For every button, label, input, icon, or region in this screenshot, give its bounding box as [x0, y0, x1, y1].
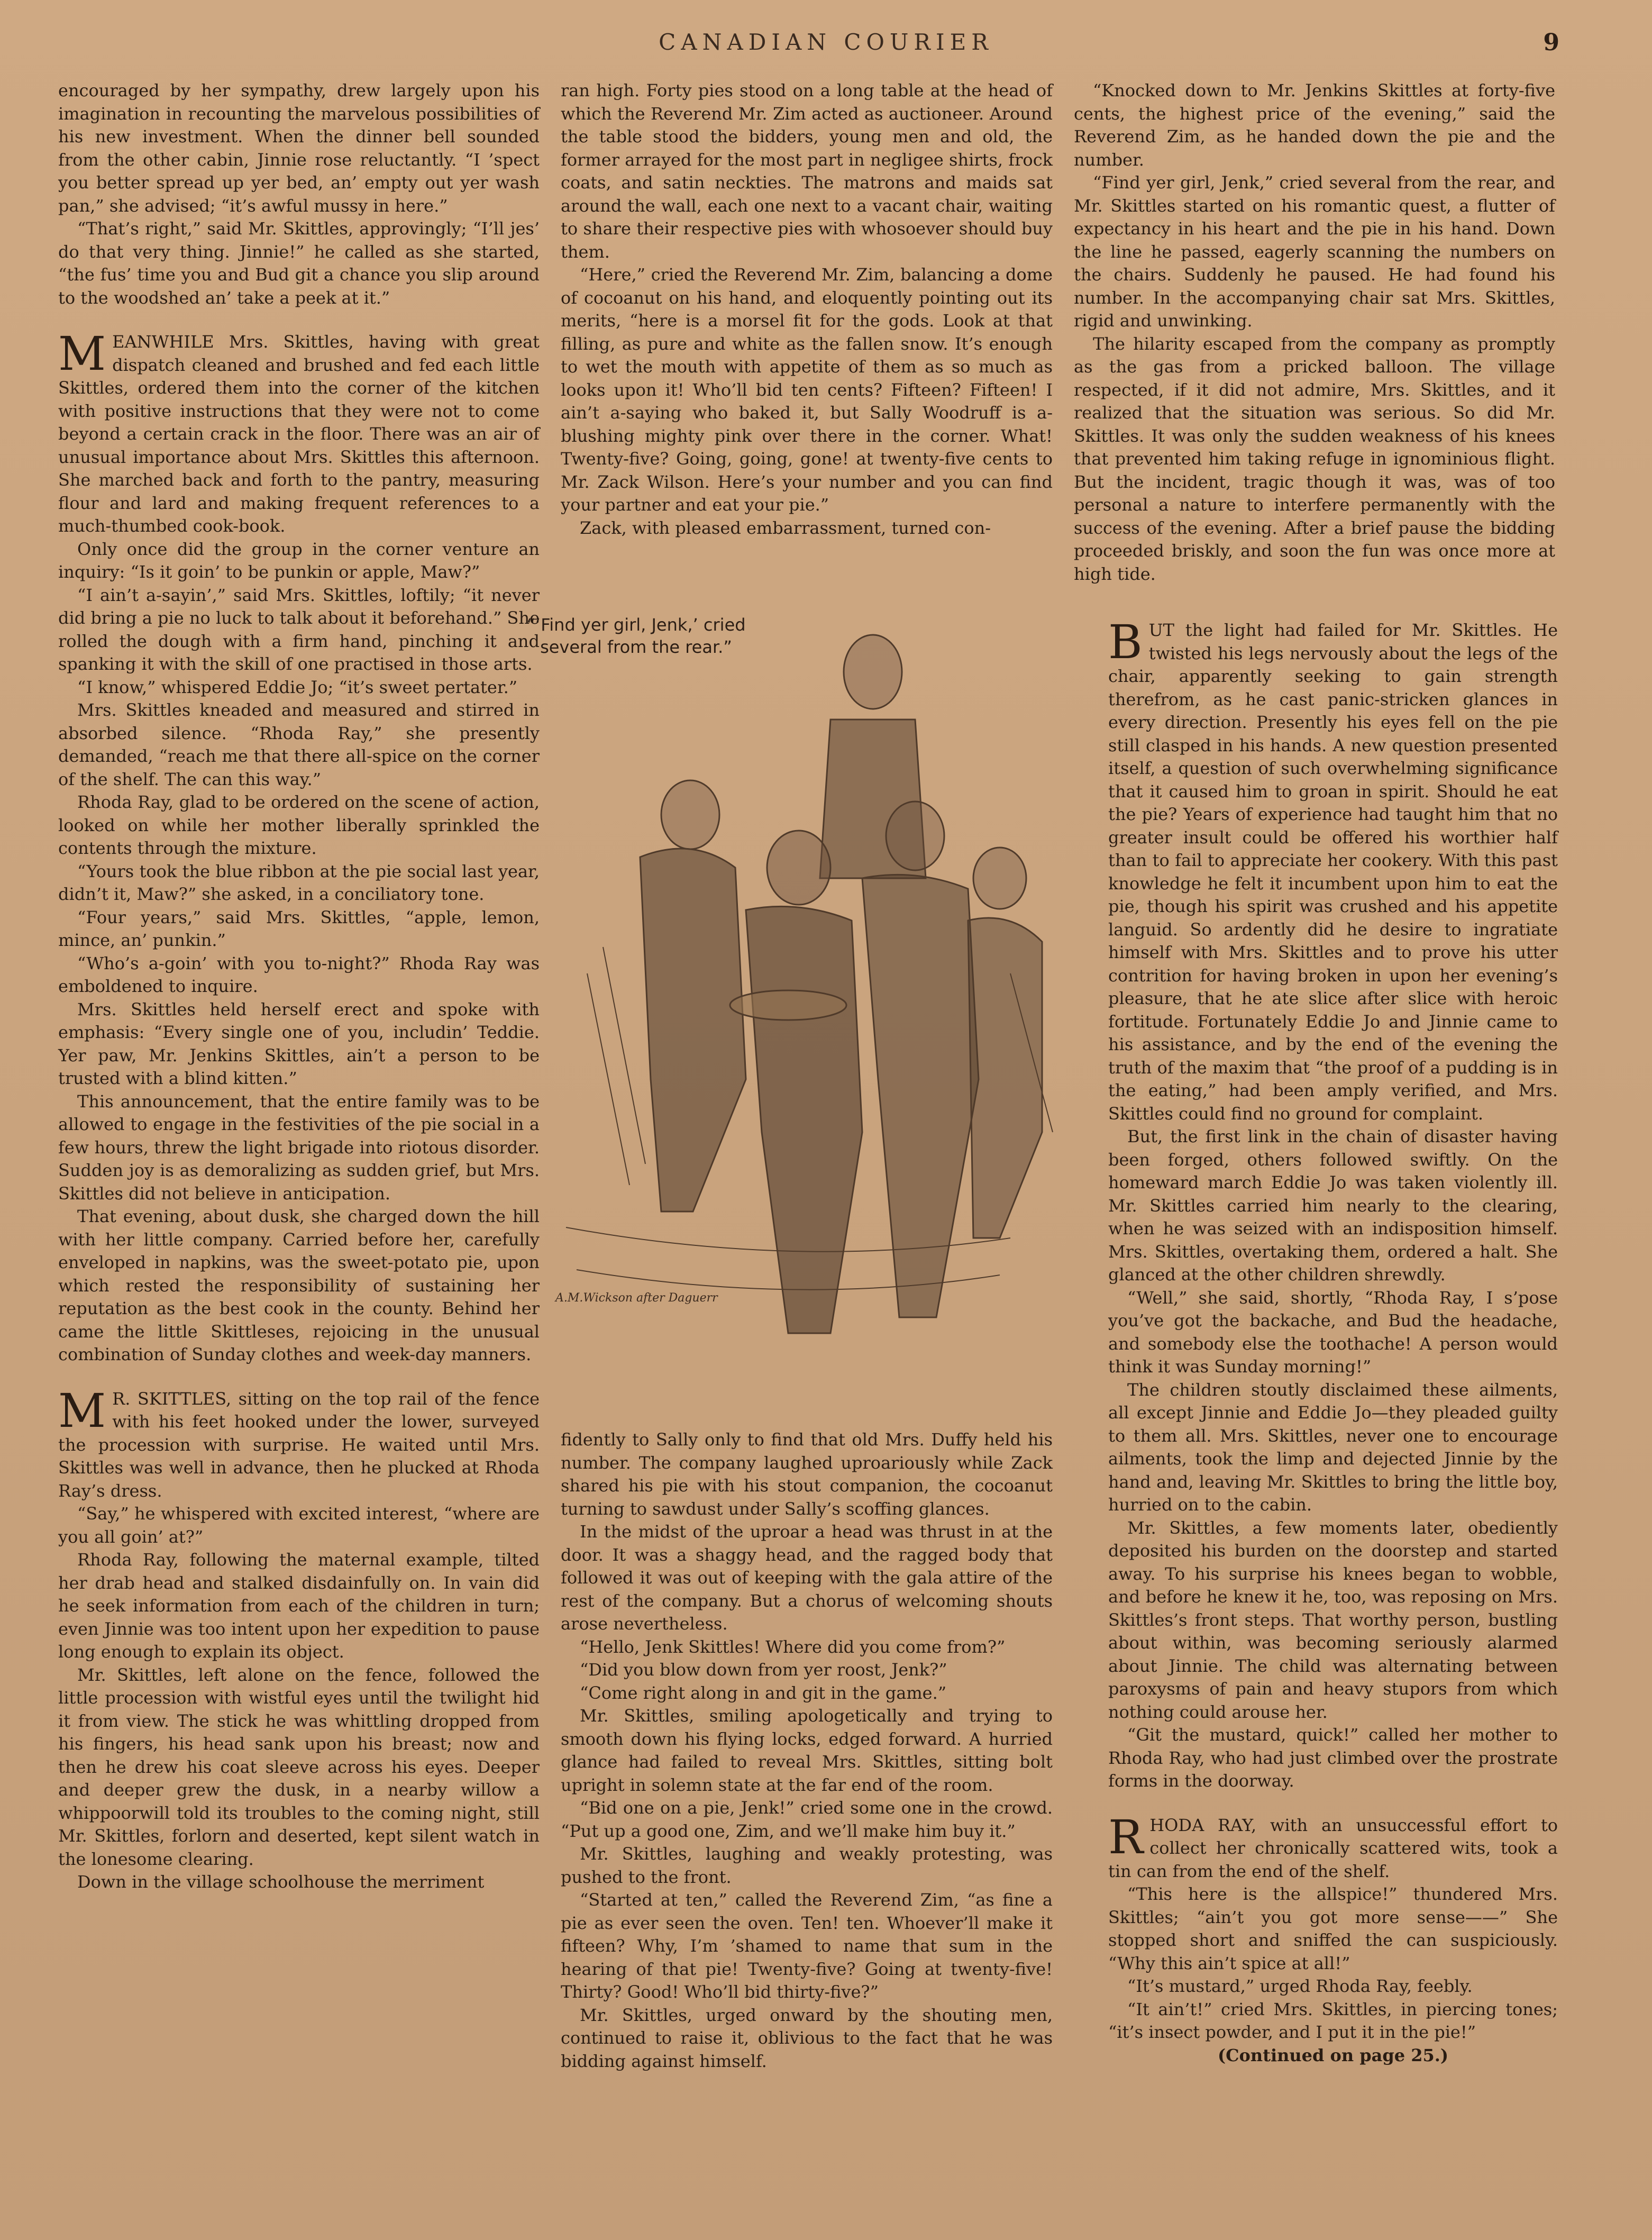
illustration-caption: “‘Find yer girl, Jenk,’ cried several from the rear.” [526, 615, 746, 657]
paragraph: “Well,” she said, shortly, “Rhoda Ray, I s’pose you’ve got the backache, and Bud the headache, and somebody else the toothache! A person would think it was Sunday morning!” [1108, 1287, 1558, 1377]
paragraph: Down in the village schoolhouse the merriment [77, 1872, 485, 1892]
paragraph: Mr. Skittles, smiling apologetically and trying to smooth down his flying locks, edged forward. A hurried glance had failed to reveal Mrs. Skittles, sitting bolt upright in solemn state at the far end of the room. [561, 1706, 1053, 1795]
paragraph: ran high. Forty pies stood on a long table at the head of which the Reverend Mr. Zim acted as auctioneer. Around the table stood the bidders, young men and old, the former arrayed for the most part in negligee shirts, frock coats, and satin neckties. The matrons and maids sat around the wall, each one next to a vacant chair, waiting to share their respective pies with whosoever should buy them. [561, 80, 1053, 262]
column-3-bottom [1108, 615, 1558, 2211]
paragraph: “Did you blow down from yer roost, Jenk?” [580, 1660, 947, 1680]
paragraph: “It’s mustard,” urged Rhoda Ray, feebly. [1127, 1976, 1473, 1996]
paragraph: “Bid one on a pie, Jenk!” cried some one in the crowd. “Put up a good one, Zim, and we’ll make him buy it.” [561, 1798, 1053, 1841]
masthead: CANADIAN COURIER [659, 29, 993, 55]
paragraph: “I ain’t a-sayin’,” said Mrs. Skittles, loftily; “it never did bring a pie no luck to talk about it beforehand.” She rolled the dough with a firm hand, pinching it and spanking it with the skill of one practised in those arts. [58, 585, 540, 674]
paragraph: Mrs. Skittles held herself erect and spoke with emphasis: “Every single one of you, includin’ Teddie. Yer paw, Mr. Jenkins Skittles, ain’t a person to be trusted with a blind kitten.” [58, 999, 540, 1088]
paragraph-dropcap [58, 326, 540, 538]
paragraph: “This here is the allspice!” thundered Mrs. Skittles; “ain’t you got more sense——” She stopped short and sniffed the can suspiciously. “Why this ain’t spice at all!” [1108, 1884, 1558, 1973]
paragraph: Rhoda Ray, following the maternal example, tilted her drab head and stalked disdainfully on. In vain did he seek information from each of the children in turn; even Jinnie was too intent upon her expedition to pause long enough to explain its object. [58, 1550, 540, 1662]
artist-signature: A.M.Wickson after Daguerr [555, 1291, 718, 1305]
paragraph: “Four years,” said Mrs. Skittles, “apple, lemon, mince, an’ punkin.” [58, 907, 540, 950]
paragraph: “Here,” cried the Reverend Mr. Zim, balancing a dome of cocoanut on his hand, and eloquently pointing out its merits, “here is a morsel fit for the gods. Look at that filling, as pure and white as the fallen snow. It’s enough to wet the mouth with appetite of them as so much as looks upon it! Who’ll bid ten cents? Fifteen? Fifteen! I ain’t a-saying who baked it, but Sally Woodruff is a-blushing mighty pink over there in the corner. What! Twenty-five? Going, going, gone! at twenty-five cents to Mr. Zack Wilson. Here’s your number and you can find your partner and eat your pie.” [561, 265, 1053, 515]
paragraph: Mr. Skittles, laughing and weakly protesting, was pushed to the front. [561, 1844, 1053, 1887]
continued-note: (Continued on page 25.) [1217, 2045, 1449, 2065]
paragraph: Rhoda Ray, glad to be ordered on the scene of action, looked on while her mother liberally sprinkled the contents through the mixture. [58, 792, 540, 858]
paragraph: “Come right along in and git in the game.” [580, 1682, 947, 1703]
paragraph: In the midst of the uproar a head was thrust in at the door. It was a shaggy head, and the ragged body that followed it was out of keeping with the gala attire of the rest of the company. But a chorus of welcoming shouts arose nevertheless. [561, 1522, 1053, 1634]
dropcap: B [1108, 615, 1143, 669]
paragraph: “Started at ten,” called the Reverend Zim, “as fine a pie as ever seen the oven. Ten! ten. Whoever’ll make it fifteen? Why, I’m ’shamed to name that sum in the hearing of that pie! Twenty-five? Going at twenty-five! Thirty? Good! Who’ll bid thirty-five?” [561, 1890, 1053, 2002]
paragraph: The children stoutly disclaimed these ailments, all except Jinnie and Eddie Jo—they pleaded guilty to them all. Mrs. Skittles, never one to encourage ailments, took the limp and dejected Jinnie by the hand and, leaving Mr. Skittles to bring the little boy, hurried on to the cabin. [1108, 1379, 1558, 1515]
column-2-top [561, 79, 1053, 608]
paragraph: This announcement, that the entire family was to be allowed to engage in the festivities of the pie social in a few hours, threw the light brigade into riotous disorder. Sudden joy is as demoralizing as sudden grief, but Mrs. Skittles did not believe in anticipation. [58, 1091, 540, 1204]
paragraph: “Git the mustard, quick!” called her mother to Rhoda Ray, who had just climbed over the prostrate forms in the doorway. [1108, 1725, 1558, 1791]
paragraph: “That’s right,” said Mr. Skittles, approvingly; “I’ll jes’ do that very thing. Jinnie!” he called as she started, “the fus’ time you and Bud git a chance you slip around to the woodshed an’ take a peek at it.” [58, 218, 540, 308]
paragraph: Mr. Skittles, urged onward by the shouting men, continued to raise it, oblivious to the fact that he was bidding against himself. [561, 2005, 1053, 2071]
column-2-bottom [561, 1428, 1053, 2222]
paragraph-dropcap [58, 1383, 540, 1503]
paragraph: “Hello, Jenk Skittles! Where did you come from?” [580, 1636, 1006, 1657]
paragraph-text: UT the light had failed for Mr. Skittles. He twisted his legs nervously about the legs of the chair, apparently seeking to gain strength therefrom, as he cast panic-stricken glances in every direction. Presently his eyes fell on the pie still clasped in his hands. A new question presented itself, a question of such overwhelming significance that it caused him to groan in spirit. Should he eat the pie? Years of experience had taught him that no greater insult could be offered his worthier half than to fail to appreciate her cookery. With this past knowledge he felt it incumbent upon him to eat the pie, though his spirit was crushed and his appetite languid. So ardently did he desire to ingratiate himself with Mrs. Skittles and to prove his utter contrition for having broken in upon her evening’s pleasure, that he ate slice after slice with heroic fortitude. Fortunately Eddie Jo and Jinnie came to his assistance, and by the end of the evening the truth of the maxim that “the proof of a pudding is in the eating,” had been amply verified, and Mrs. Skittles could find no ground for complaint. [1108, 620, 1558, 1124]
dropcap: M [58, 1383, 106, 1438]
paragraph: “Find yer girl, Jenk,” cried several from the rear, and Mr. Skittles started on his romantic quest, a flutter of expectancy in his heart and the pie in his hand. Down the line he passed, eagerly scanning the numbers on the chairs. Suddenly he paused. He had found his number. In the accompanying chair sat Mrs. Skittles, rigid and unwinking. [1074, 172, 1555, 331]
paragraph: The hilarity escaped from the company as promptly as the gas from a pricked balloon. The village respected, if it did not admire, Mrs. Skittles, and it realized that the situation was serious. So did Mr. Skittles. It was only the sudden weakness of his knees that prevented him taking refuge in ignominious flight. But the incident, tragic though it was, was of too personal a nature to interfere permanently with the success of the evening. After a brief pause the bidding proceeded briskly, and soon the fun was once more at high tide. [1074, 333, 1555, 584]
paragraph: “Yours took the blue ribbon at the pie social last year, didn’t it, Maw?” she asked, in a conciliatory tone. [58, 861, 540, 904]
column-1 [58, 79, 540, 2217]
paragraph: Mr. Skittles, left alone on the fence, followed the little procession with wistful eyes until the twilight hid it from view. The stick he was whittling dropped from his fingers, his head sank upon his breast; now and then he drew his coat sleeve across his eyes. Deeper and deeper grew the dusk, in a nearby willow a whippoorwill told its troubles to the coming night, still Mr. Skittles, forlorn and deserted, kept silent watch in the lonesome clearing. [58, 1664, 540, 1869]
illustration [534, 603, 1090, 1407]
paragraph: fidently to Sally only to find that old Mrs. Duffy held his number. The company laughed uproariously while Zack shared his pie with his stout companion, the cocoanut turning to sawdust under Sally’s scoffing glances. [561, 1429, 1053, 1519]
paragraph: “It ain’t!” cried Mrs. Skittles, in piercing tones; “it’s insect powder, and I put it in the pie!” [1108, 1999, 1558, 2042]
paragraph: That evening, about dusk, she charged down the hill with her little company. Carried before her, carefully enveloped in napkins, was the sweet-potato pie, upon which rested the responsibility of sustaining her reputation as the best cook in the county. Behind her came the little Skittleses, rejoicing in the unusual combination of Sunday clothes and week-day manners. [58, 1206, 540, 1364]
column-3-top [1074, 79, 1555, 608]
paragraph: “Knocked down to Mr. Jenkins Skittles at forty-five cents, the highest price of the evening,” said the Reverend Zim, as he handed down the pie and the number. [1074, 80, 1555, 170]
dropcap: M [58, 326, 106, 381]
page-number: 9 [1543, 29, 1559, 56]
paragraph: “I know,” whispered Eddie Jo; “it’s sweet pertater.” [77, 677, 518, 697]
paragraph-text: HODA RAY, with an unsuccessful effort to collect her chronically scattered wits, took a tin can from the end of the shelf. [1108, 1815, 1558, 1881]
paragraph: Mr. Skittles, a few moments later, obediently deposited his burden on the doorstep and started away. To his surprise his knees began to wobble, and before he knew it he, too, was reposing on Mrs. Skittles’s front steps. That worthy person, bustling about within, was becoming seriously alarmed about Jinnie. The child was alternating between paroxysms of pain and heavy stupors from which nothing could arouse her. [1108, 1517, 1558, 1722]
paragraph: Zack, with pleased embarrassment, turned con- [580, 517, 991, 538]
paragraph: Only once did the group in the corner venture an inquiry: “Is it goin’ to be punkin or apple, Maw?” [58, 539, 540, 582]
paragraph-dropcap [1108, 1809, 1558, 1883]
paragraph: “Who’s a-goin’ with you to-night?” Rhoda Ray was emboldened to inquire. [58, 953, 540, 996]
paragraph-dropcap [1108, 615, 1558, 1125]
paragraph-text: EANWHILE Mrs. Skittles, having with great dispatch cleaned and brushed and fed each little Skittles, ordered them into the corner of the kitchen with positive instructions that they were not to come beyond a certain crack in the floor. There was an air of unusual importance about Mrs. Skittles this afternoon. She marched back and forth to the pantry, measuring flour and lard and making frequent references to a much-thumbed cook-book. [58, 332, 540, 536]
paragraph: encouraged by her sympathy, drew largely upon his imagination in recounting the marvelous possibilities of his new investment. When the dinner bell sounded from the other cabin, Jinnie rose reluctantly. “I ’spect you better spread up yer bed, an’ empty out yer wash pan,” she advised; “it’s awful mussy in here.” [58, 80, 540, 216]
paragraph-text: R. SKITTLES, sitting on the top rail of the fence with his feet hooked under the lower, surveyed the procession with surprise. He waited until Mrs. Skittles was well in advance, then he plucked at Rhoda Ray’s dress. [58, 1388, 540, 1501]
dropcap: R [1108, 1809, 1144, 1864]
paragraph: But, the first link in the chain of disaster having been forged, others followed swiftly. On the homeward march Eddie Jo was taken violently ill. Mr. Skittles carried him nearly to the clearing, when he was seized with an indisposition himself. Mrs. Skittles, overtaking them, ordered a halt. She glanced at the other children shrewdly. [1108, 1126, 1558, 1285]
paragraph: “Say,” he whispered with excited interest, “where are you all goin’ at?” [58, 1504, 540, 1547]
paragraph: Mrs. Skittles kneaded and measured and stirred in absorbed silence. “Rhoda Ray,” she presently demanded, “reach me that there all-spice on the corner of the shelf. The can this way.” [58, 700, 540, 789]
